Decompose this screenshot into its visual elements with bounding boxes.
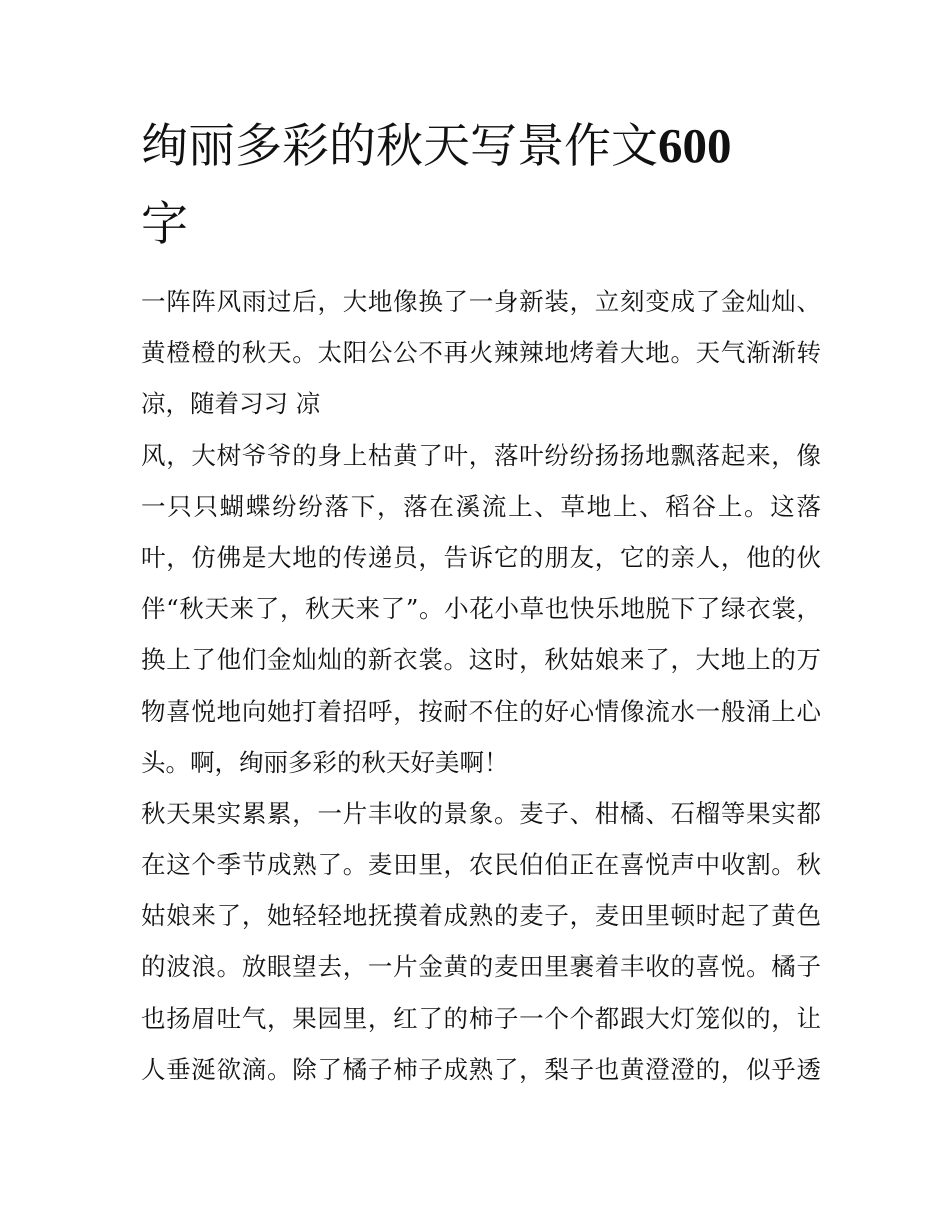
text-line: 也扬眉吐气，果园里，红了的柿子一个个都跟大灯笼似的，让 <box>141 1003 821 1033</box>
text-line: 头。啊，绚丽多彩的秋天好美啊！ <box>141 747 509 777</box>
text-line: 物喜悦地向她打着招呼，按耐不住的好心情像流水一般涌上心 <box>141 696 821 726</box>
text-line: 的波浪。放眼望去，一片金黄的麦田里裹着丰收的喜悦。橘子 <box>141 952 821 982</box>
document-title <box>141 107 831 264</box>
text-line: 一阵阵风雨过后，大地像换了一身新装，立刻变成了金灿灿、 <box>141 287 821 316</box>
text-line: 姑娘来了，她轻轻地抚摸着成熟的麦子，麦田里顿时起了黄色 <box>141 901 821 931</box>
title-text: 绚丽多彩的秋天写景作文 <box>141 119 658 174</box>
text-line: 一只只蝴蝶纷纷落下，落在溪流上、草地上、稻谷上。这落 <box>141 491 821 521</box>
document-body <box>141 276 821 1095</box>
text-line: 伴“秋天来了，秋天来了”。小花小草也快乐地脱下了绿衣裳， <box>141 594 821 624</box>
text-line: 在这个季节成熟了。麦田里，农民伯伯正在喜悦声中收割。秋 <box>141 850 821 880</box>
title-tail: 字 <box>141 197 188 252</box>
text-line: 叶，仿佛是大地的传递员，告诉它的朋友，它的亲人，他的伙 <box>141 542 821 572</box>
text-line: 黄橙橙的秋天。太阳公公不再火辣辣地烤着大地。天气渐渐转 <box>141 338 821 368</box>
text-line: 人垂涎欲滴。除了橘子柿子成熟了，梨子也黄澄澄的，似乎透 <box>141 1054 821 1084</box>
title-number: 600 <box>658 118 732 173</box>
text-line: 秋天果实累累，一片丰收的景象。麦子、柑橘、石榴等果实都 <box>141 798 821 828</box>
text-line: 换上了他们金灿灿的新衣裳。这时，秋姑娘来了，大地上的万 <box>141 645 821 675</box>
text-line: 凉，随着习习 凉 <box>141 389 321 419</box>
text-line: 风，大树爷爷的身上枯黄了叶，落叶纷纷扬扬地飘落起来，像 <box>141 440 821 470</box>
